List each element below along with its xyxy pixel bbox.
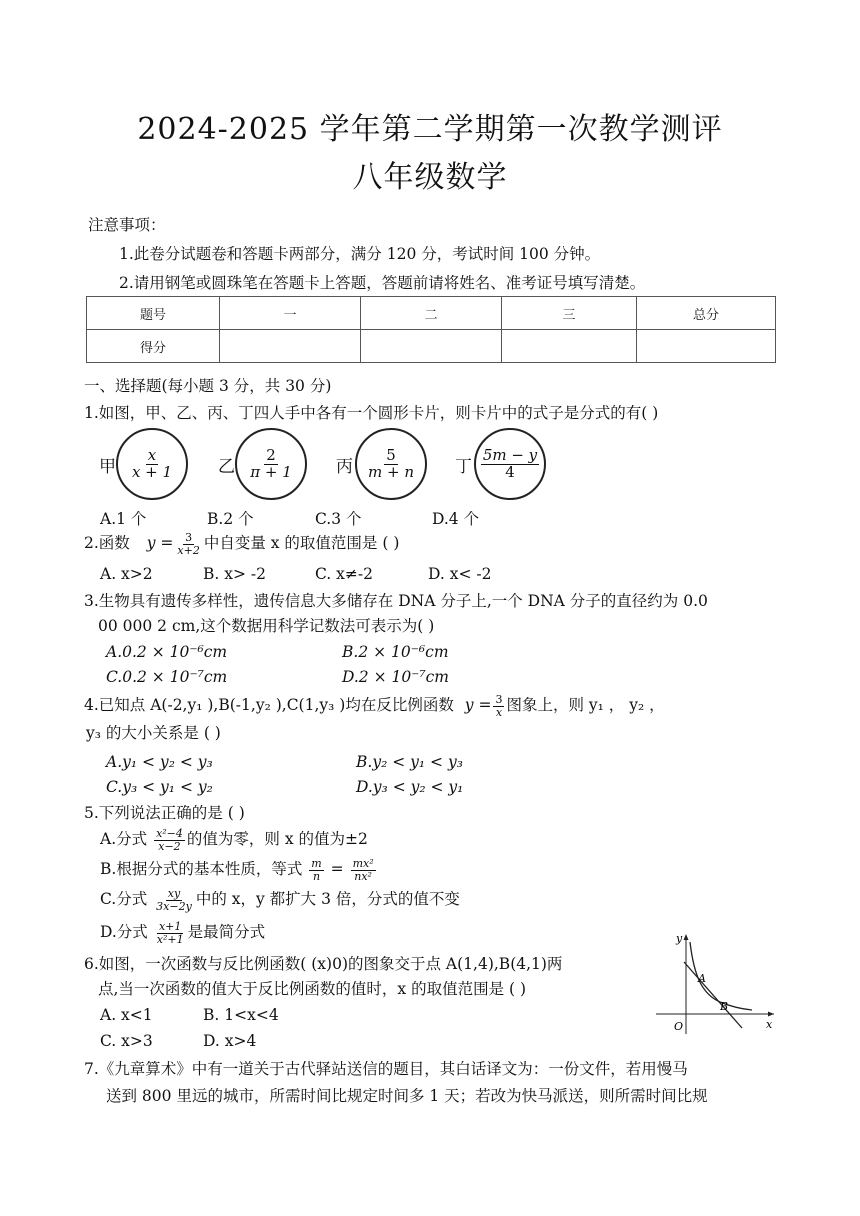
q4-post: 图象上，则 y₁ ， y₂ ，: [506, 696, 665, 715]
q2-post: 中自变量 x 的取值范围是 ( ): [203, 534, 400, 553]
exam-title: 2024-2025 学年第二学期第一次教学测评: [137, 112, 723, 147]
q6-option-c: C. x>3: [100, 1032, 153, 1050]
score-cell: [502, 330, 637, 363]
card-jia-numerator: x: [147, 445, 157, 464]
question-5-stem: 5.下列说法正确的是 ( ): [84, 804, 245, 822]
q4-option-c: C.y₃ < y₁ < y₂: [106, 778, 213, 796]
card-bing: [355, 428, 427, 500]
card-yi: [235, 428, 307, 500]
exam-subtitle: 八年级数学: [352, 160, 508, 195]
q5-a-pre: A.分式: [100, 830, 148, 849]
q5-d-post: 是最简分式: [187, 923, 266, 942]
card-bing-numerator: 5: [386, 445, 396, 464]
q6-function-graph: [650, 928, 780, 1038]
q5-c-denominator: 3x−2y: [156, 899, 192, 913]
question-3-line-2: 00 000 2 cm,这个数据用科学记数法可表示为( ): [98, 617, 435, 635]
card-label-yi: 乙: [218, 457, 235, 477]
card-yi-numerator: 2: [266, 445, 276, 464]
q5-option-a: [100, 828, 368, 852]
card-jia-denominator: x + 1: [131, 462, 173, 481]
graph-x-label: x: [766, 1018, 773, 1031]
q1-option-d: D.4 个: [432, 510, 480, 528]
score-table-score-row: [87, 330, 776, 363]
q6-option-d: D. x>4: [203, 1032, 257, 1050]
q5-b-pre: B.根据分式的基本性质，等式: [100, 860, 303, 879]
q5-b-equals: =: [330, 860, 344, 879]
q2-option-d: D. x< -2: [428, 565, 492, 583]
q2-option-b: B. x> -2: [203, 565, 266, 583]
score-header-cell: 二: [361, 297, 502, 330]
graph-origin-label: O: [674, 1020, 684, 1033]
card-yi-denominator: π + 1: [250, 462, 292, 481]
card-ding: [474, 428, 546, 500]
graph-x-arrow: [768, 1012, 774, 1017]
q6-option-a: A. x<1: [100, 1006, 153, 1024]
question-2-stem: [84, 532, 399, 556]
card-label-bing: 丙: [336, 457, 353, 477]
notice-item-2: 2.请用钢笔或圆珠笔在答题卡上答题，答题前请将姓名、准考证号填写清楚。: [119, 274, 646, 292]
question-1-stem: 1.如图，甲、乙、丙、丁四人手中各有一个圆形卡片，则卡片中的式子是分式的有( ): [84, 404, 659, 422]
q1-option-c: C.3 个: [315, 510, 362, 528]
card-bing-denominator: m + n: [368, 462, 414, 481]
q2-pre: 2.函数: [84, 534, 130, 553]
score-header-cell: 三: [502, 297, 637, 330]
q2-numerator: 3: [185, 531, 193, 544]
q1-option-b: B.2 个: [207, 510, 254, 528]
card-label-jia: 甲: [99, 457, 116, 477]
q4-lhs: y =: [464, 696, 492, 715]
q5-a-post: 的值为零，则 x 的值为±2: [186, 830, 368, 849]
card-ding-numerator: 5m − y: [482, 445, 538, 464]
question-6-line-2: 点,当一次函数的值大于反比例函数的值时，x 的取值范围是 ( ): [98, 980, 527, 998]
question-4-stem: [84, 694, 665, 718]
q2-option-c: C. x≠-2: [315, 565, 373, 583]
q5-a-denominator: x−2: [158, 839, 181, 853]
graph-y-label: y: [676, 932, 683, 945]
q5-d-numerator: x+1: [158, 920, 182, 933]
q1-option-a: A.1 个: [100, 510, 147, 528]
notice-item-1: 1.此卷分试题卷和答题卡两部分，满分 120 分，考试时间 100 分钟。: [119, 245, 601, 263]
q5-a-numerator: x²−4: [156, 827, 183, 840]
card-label-ding: 丁: [455, 457, 472, 477]
q6-option-b: B. 1<x<4: [203, 1006, 279, 1024]
q5-c-pre: C.分式: [100, 890, 148, 909]
question-4-line-2: y₃ 的大小关系是 ( ): [86, 724, 221, 742]
q3-option-b: B.2 × 10⁻⁶cm: [342, 643, 449, 661]
card-jia: [116, 428, 188, 500]
q5-b-denominator-1: n: [312, 869, 321, 883]
score-cell: [637, 330, 776, 363]
q2-option-a: A. x>2: [100, 565, 153, 583]
q2-denominator: x+2: [177, 543, 200, 557]
graph-point-b-label: B: [720, 1000, 729, 1013]
q4-denominator: x: [495, 705, 503, 719]
question-6-line-1: 6.如图，一次函数与反比例函数( (x)0)的图象交于点 A(1,4),B(4,1)两: [84, 955, 563, 973]
notice-heading: 注意事项：: [88, 216, 166, 234]
q5-d-pre: D.分式: [100, 923, 148, 942]
score-table: [86, 296, 776, 363]
q5-option-b: [100, 858, 378, 882]
q4-numerator: 3: [495, 693, 503, 706]
section-heading: 一、选择题(每小题 3 分，共 30 分): [84, 377, 332, 395]
score-table-header-row: [87, 297, 776, 330]
q5-b-denominator-2: nx²: [354, 869, 372, 883]
q5-b-numerator-1: m: [311, 857, 322, 870]
question-7-line-1: 7.《九章算术》中有一道关于古代驿站送信的题目，其白话译文为：一份文件，若用慢马: [84, 1060, 688, 1078]
question-3-line-1: 3.生物具有遗传多样性，遗传信息大多储存在 DNA 分子上,一个 DNA 分子的直径约为 0.0: [84, 592, 708, 610]
card-ding-denominator: 4: [505, 462, 515, 481]
q4-option-b: B.y₂ < y₁ < y₃: [356, 753, 463, 771]
question-7-line-2: 送到 800 里远的城市，所需时间比规定时间多 1 天；若改为快马派送，则所需时间比规: [106, 1087, 708, 1105]
q5-c-numerator: xy: [167, 887, 181, 900]
q3-option-d: D.2 × 10⁻⁷cm: [342, 668, 450, 686]
q2-lhs: y =: [146, 534, 174, 553]
q4-option-a: A.y₁ < y₂ < y₃: [106, 753, 213, 771]
q5-c-post: 中的 x，y 都扩大 3 倍，分式的值不变: [195, 890, 460, 909]
score-header-cell: 题号: [87, 297, 220, 330]
score-header-cell: 总分: [637, 297, 776, 330]
score-cell: [220, 330, 361, 363]
score-header-cell: 一: [220, 297, 361, 330]
q4-option-d: D.y₃ < y₂ < y₁: [356, 778, 464, 796]
q5-d-denominator: x²+1: [156, 932, 184, 946]
graph-point-a-label: A: [698, 972, 706, 985]
q5-option-c: [100, 888, 460, 912]
q3-option-c: C.0.2 × 10⁻⁷cm: [106, 668, 228, 686]
q5-option-d: [100, 921, 265, 945]
q4-pre: 4.已知点 A(-2,y₁ ),B(-1,y₂ ),C(1,y₃ )均在反比例函数: [84, 696, 454, 715]
q3-option-a: A.0.2 × 10⁻⁶cm: [106, 643, 228, 661]
graph-linear-line: [684, 962, 742, 1028]
score-row-label: 得分: [87, 330, 220, 363]
q5-b-numerator-2: mx²: [352, 857, 374, 870]
score-cell: [361, 330, 502, 363]
graph-y-arrow: [684, 934, 689, 940]
